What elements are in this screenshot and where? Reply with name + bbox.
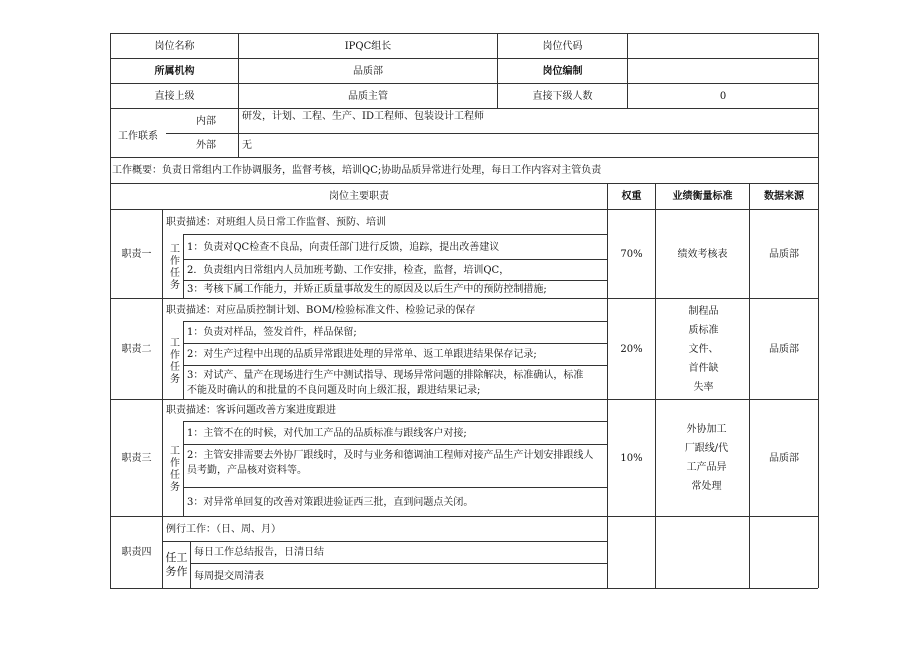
superior-value: 品质主管 bbox=[348, 90, 388, 102]
duty3-task-2: 2：主管安排需要去外协厂跟线时，及时与业务和德调油工程师对接产品生产计划安排跟线人员考勤，产品核对资料等。 bbox=[187, 450, 594, 476]
position-name-value: IPQC组长 bbox=[344, 40, 392, 52]
internal-value: 研发，计划、工程、生产、ID工程师、包装设计工程师 bbox=[242, 110, 484, 122]
duty2-task-3: 3：对试产、量产在现场进行生产中测试指导、现场异常问题的排除解决，标准确认，标准不能及时确认的和批量的不良问题及时向上级汇报，跟进结果记录; bbox=[187, 370, 584, 396]
external-label: 外部 bbox=[196, 140, 216, 151]
duty1-task-2: 2．负责组内日常组内人员加班考勤、工作安排，检查，监督，培训QC， bbox=[187, 264, 510, 276]
external-value: 无 bbox=[242, 140, 252, 151]
subordinates-value: 0 bbox=[719, 90, 727, 102]
duty1-task-3: 3：考核下属工作能力，并矫正质量事故发生的原因及以后生产中的预防控制措施; bbox=[187, 284, 547, 295]
duty4-label: 职责四 bbox=[121, 547, 152, 558]
duty3-weight: 10% bbox=[620, 452, 643, 464]
duty3-source: 品质部 bbox=[769, 452, 799, 464]
duty4-task-1: 每日工作总结报告，日清日结 bbox=[194, 547, 324, 558]
duty2-weight: 20% bbox=[620, 343, 643, 355]
duty2-label: 职责二 bbox=[121, 343, 152, 355]
duty3-task-3: 3：对异常单回复的改善对策跟进验证西三批，直到问题点关闭。 bbox=[187, 496, 474, 508]
duty3-desc: 职责描述：客诉问题改善方案进度跟进 bbox=[166, 405, 336, 416]
subordinates-label: 直接下级人数 bbox=[532, 90, 593, 102]
dept-label: 所属机构 bbox=[154, 65, 195, 77]
position-code-label: 岗位代码 bbox=[542, 40, 583, 52]
duty2-kpi: 制程品质标准文件、首件缺失率 bbox=[688, 305, 719, 393]
headcount-value bbox=[628, 59, 818, 83]
duty3-kpi: 外协加工厂跟线/代工产品异常处理 bbox=[684, 424, 729, 492]
duty1-label: 职责一 bbox=[121, 248, 152, 260]
grid-line bbox=[183, 444, 607, 445]
position-code-value bbox=[628, 34, 818, 58]
kpi-header: 业绩衡量标准 bbox=[672, 191, 733, 202]
duty4-task-label: 任工务作 bbox=[165, 550, 188, 578]
duty3-task-label bbox=[163, 422, 183, 516]
duty1-desc: 职责描述：对班组人员日常工作监督、预防、培训 bbox=[166, 216, 386, 228]
superior-label: 直接上级 bbox=[154, 90, 195, 102]
contact-label: 工作联系 bbox=[118, 130, 158, 142]
duty2-task-1: 1：负责对样品，签发首件，样品保留; bbox=[187, 327, 357, 338]
grid-line bbox=[110, 588, 818, 589]
duty3-label: 职责三 bbox=[121, 452, 152, 464]
duty2-desc: 职责描述：对应品质控制计划、BOM/检验标准文件、检验记录的保存 bbox=[166, 304, 476, 316]
weight-header: 权重 bbox=[621, 191, 642, 202]
duty2-task-2: 2：对生产过程中出现的品质异常跟进处理的异常单、返工单跟进结果保存记录; bbox=[187, 349, 537, 360]
duty2-task-label bbox=[163, 322, 183, 399]
work-overview: 工作概要：负责日常组内工作协调服务，监督考核，培训QC;协助品质异常进行处理，每日工作内容对主管负责 bbox=[112, 165, 602, 176]
source-header: 数据来源 bbox=[764, 191, 804, 202]
duty4-desc: 例行工作：（日、周、月） bbox=[166, 523, 281, 535]
duty1-task-label-text: 工作任务 bbox=[167, 242, 179, 291]
duty1-task-1: 1：负责对QC检查不良品，向责任部门进行反馈，追踪，提出改善建议 bbox=[187, 241, 500, 253]
duty1-task-label bbox=[163, 235, 183, 298]
duty1-source: 品质部 bbox=[769, 248, 799, 260]
grid-line bbox=[818, 33, 819, 588]
duties-header: 岗位主要职责 bbox=[329, 191, 389, 202]
duty2-task-label-text: 工作任务 bbox=[167, 336, 179, 385]
duty1-weight: 70% bbox=[620, 248, 643, 260]
position-name-label: 岗位名称 bbox=[154, 40, 195, 52]
duty1-kpi: 绩效考核表 bbox=[677, 248, 728, 260]
dept-value: 品质部 bbox=[353, 65, 383, 77]
duty4-task-2: 每周提交周清表 bbox=[194, 570, 264, 582]
headcount-label: 岗位编制 bbox=[542, 65, 583, 77]
duty2-source: 品质部 bbox=[769, 343, 799, 355]
internal-label: 内部 bbox=[196, 115, 216, 127]
duty3-task-1: 1：主管不在的时候，对代加工产品的品质标准与跟线客户对接; bbox=[187, 427, 467, 439]
duty3-task-label-text: 工作任务 bbox=[167, 445, 179, 493]
